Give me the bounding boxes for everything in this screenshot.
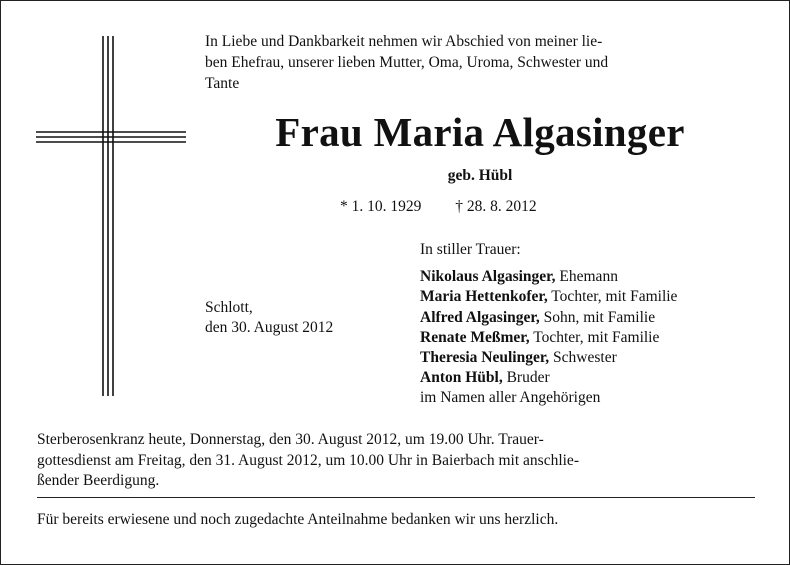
mourner-relation: Sohn, mit Familie — [539, 308, 656, 326]
cross-icon — [36, 36, 186, 396]
mourner-relation: Tochter, mit Familie — [547, 288, 678, 306]
service-line: gottesdienst am Freitag, den 31. August 2012, um 10.00 Uhr in Baierbach mit anschlie- — [37, 451, 579, 469]
death-date: † 28. 8. 2012 — [455, 198, 537, 215]
intro-line: In Liebe und Dankbarkeit nehmen wir Abschied von meiner lie- — [205, 33, 603, 50]
mourners-list — [420, 240, 677, 409]
divider — [37, 497, 755, 498]
intro-line: Tante — [205, 75, 240, 92]
mourner-relation: Ehemann — [555, 268, 618, 286]
birth-date: * 1. 10. 1929 — [340, 198, 422, 215]
intro-line: ben Ehefrau, unserer lieben Mutter, Oma, Uroma, Schwester und — [205, 54, 609, 71]
mourners-heading: In stiller Trauer: — [420, 241, 521, 258]
mourner-entry — [420, 348, 677, 368]
place: Schlott, — [205, 299, 253, 316]
mourner-relation: Tochter, mit Familie — [529, 328, 660, 346]
service-info — [37, 430, 755, 492]
service-line: Sterberosenkranz heute, Donnerstag, den 30. August 2012, um 19.00 Uhr. Trauer- — [37, 431, 544, 448]
mourner-name: Alfred Algasinger, — [420, 308, 540, 326]
life-dates — [340, 198, 640, 216]
birth-name: geb. Hübl — [447, 167, 513, 184]
mourner-entry — [420, 328, 677, 348]
notice-date: den 30. August 2012 — [205, 319, 334, 336]
mourner-entry — [420, 267, 677, 287]
deceased-name: Frau Maria Algasinger — [275, 109, 685, 155]
mourner-name: Theresia Neulinger, — [420, 349, 550, 367]
intro-text — [205, 31, 755, 94]
service-line: ßender Beerdigung. — [37, 472, 160, 489]
mourner-relation: Schwester — [549, 349, 617, 367]
mourner-entry — [420, 368, 677, 388]
mourner-name: Anton Hübl, — [420, 369, 503, 387]
mourner-relation: Bruder — [502, 369, 550, 387]
mourner-entry — [420, 287, 677, 307]
thanks-text: Für bereits erwiesene und noch zugedachte Anteilnahme bedanken wir uns herzlich. — [37, 511, 559, 528]
place-and-date — [205, 298, 333, 338]
mourner-entry — [420, 308, 677, 328]
mourner-name: Maria Hettenkofer, — [420, 288, 548, 306]
mourner-name: Nikolaus Algasinger, — [420, 268, 556, 286]
mourners-closing: im Namen aller Angehörigen — [420, 389, 601, 407]
mourner-name: Renate Meßmer, — [420, 328, 530, 346]
